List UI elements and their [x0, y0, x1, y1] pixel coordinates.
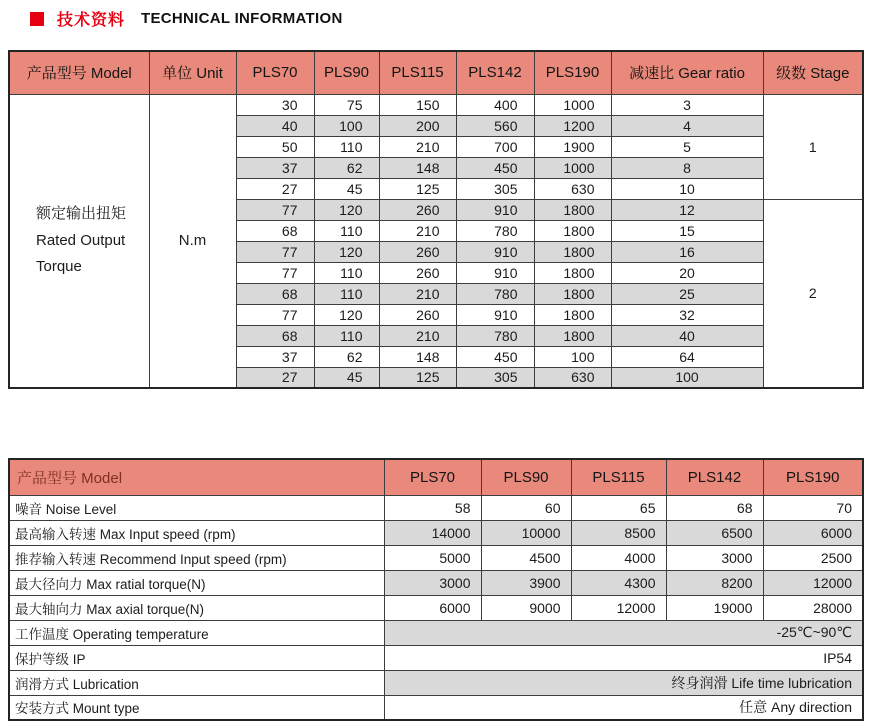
- torque-value-cell: 75: [314, 94, 379, 115]
- gear-ratio-cell: 10: [611, 178, 763, 199]
- torque-value-cell: 260: [379, 241, 456, 262]
- spec-row-label: 推荐输入转速 Recommend Input speed (rpm): [9, 545, 384, 570]
- spec-merged-value-cell: 任意 Any direction: [384, 695, 863, 720]
- spec-merged-value-cell: IP54: [384, 645, 863, 670]
- torque-value-cell: 1000: [534, 94, 611, 115]
- torque-value-cell: 1800: [534, 220, 611, 241]
- gear-ratio-cell: 15: [611, 220, 763, 241]
- torque-value-cell: 1800: [534, 199, 611, 220]
- spec-row: [9, 570, 863, 595]
- column-header: PLS90: [481, 459, 571, 495]
- torque-value-cell: 260: [379, 262, 456, 283]
- torque-value-cell: 110: [314, 136, 379, 157]
- spec-table-body: [9, 495, 863, 720]
- spec-value-cell: 12000: [763, 570, 863, 595]
- torque-value-cell: 210: [379, 220, 456, 241]
- spec-merged-value-cell: -25℃~90℃: [384, 620, 863, 645]
- spec-value-cell: 6000: [763, 520, 863, 545]
- torque-value-cell: 68: [236, 220, 314, 241]
- torque-value-cell: 210: [379, 136, 456, 157]
- spec-row-label: 最大轴向力 Max axial torque(N): [9, 595, 384, 620]
- torque-value-cell: 1000: [534, 157, 611, 178]
- torque-value-cell: 30: [236, 94, 314, 115]
- column-header: 级数 Stage: [763, 51, 863, 94]
- torque-value-cell: 450: [456, 346, 534, 367]
- spec-row-label: 安装方式 Mount type: [9, 695, 384, 720]
- spec-value-cell: 19000: [666, 595, 763, 620]
- torque-value-cell: 110: [314, 220, 379, 241]
- torque-value-cell: 200: [379, 115, 456, 136]
- spec-value-cell: 14000: [384, 520, 481, 545]
- torque-value-cell: 400: [456, 94, 534, 115]
- gear-ratio-cell: 64: [611, 346, 763, 367]
- torque-value-cell: 910: [456, 199, 534, 220]
- spec-value-cell: 6500: [666, 520, 763, 545]
- torque-value-cell: 27: [236, 178, 314, 199]
- spec-value-cell: 12000: [571, 595, 666, 620]
- spec-value-cell: 3000: [384, 570, 481, 595]
- row-group-label-line: Torque: [36, 257, 82, 275]
- column-header: PLS115: [571, 459, 666, 495]
- spec-value-cell: 65: [571, 495, 666, 520]
- torque-value-cell: 45: [314, 367, 379, 388]
- torque-value-cell: 260: [379, 304, 456, 325]
- torque-value-cell: 148: [379, 346, 456, 367]
- torque-value-cell: 260: [379, 199, 456, 220]
- torque-value-cell: 210: [379, 325, 456, 346]
- torque-value-cell: 45: [314, 178, 379, 199]
- torque-value-cell: 210: [379, 283, 456, 304]
- torque-value-cell: 100: [534, 346, 611, 367]
- column-header: PLS70: [384, 459, 481, 495]
- spec-row: [9, 545, 863, 570]
- torque-value-cell: 1800: [534, 262, 611, 283]
- torque-value-cell: 68: [236, 283, 314, 304]
- torque-value-cell: 37: [236, 346, 314, 367]
- torque-value-cell: 120: [314, 304, 379, 325]
- page-title: [30, 7, 343, 30]
- spec-value-cell: 4300: [571, 570, 666, 595]
- spec-value-cell: 3000: [666, 545, 763, 570]
- torque-value-cell: 120: [314, 199, 379, 220]
- column-header: PLS115: [379, 51, 456, 94]
- spec-row-label: 最高输入转速 Max Input speed (rpm): [9, 520, 384, 545]
- torque-value-cell: 1200: [534, 115, 611, 136]
- spec-value-cell: 60: [481, 495, 571, 520]
- torque-value-cell: 780: [456, 220, 534, 241]
- spec-table-header: [9, 459, 863, 495]
- torque-value-cell: 305: [456, 367, 534, 388]
- torque-value-cell: 450: [456, 157, 534, 178]
- torque-value-cell: 110: [314, 283, 379, 304]
- torque-value-cell: 1900: [534, 136, 611, 157]
- torque-value-cell: 37: [236, 157, 314, 178]
- spec-row-label: 最大径向力 Max ratial torque(N): [9, 570, 384, 595]
- torque-value-cell: 110: [314, 262, 379, 283]
- gear-ratio-cell: 8: [611, 157, 763, 178]
- torque-value-cell: 630: [534, 178, 611, 199]
- torque-value-cell: 700: [456, 136, 534, 157]
- gear-ratio-cell: 40: [611, 325, 763, 346]
- gear-ratio-cell: 25: [611, 283, 763, 304]
- column-header: PLS190: [763, 459, 863, 495]
- spec-row: [9, 670, 863, 695]
- spec-row-label: 噪音 Noise Level: [9, 495, 384, 520]
- spec-row: [9, 520, 863, 545]
- torque-value-cell: 780: [456, 325, 534, 346]
- torque-value-cell: 125: [379, 178, 456, 199]
- column-header: PLS70: [236, 51, 314, 94]
- torque-value-cell: 1800: [534, 283, 611, 304]
- spec-merged-value-cell: 终身润滑 Life time lubrication: [384, 670, 863, 695]
- torque-value-cell: 62: [314, 157, 379, 178]
- torque-value-cell: 27: [236, 367, 314, 388]
- page-title-zh: 技术资料: [57, 12, 126, 29]
- column-header: PLS142: [666, 459, 763, 495]
- torque-value-cell: 910: [456, 262, 534, 283]
- specifications-table: [8, 458, 864, 721]
- spec-row-label: 工作温度 Operating temperature: [9, 620, 384, 645]
- spec-value-cell: 58: [384, 495, 481, 520]
- spec-row: [9, 695, 863, 720]
- spec-row-label: 保护等级 IP: [9, 645, 384, 670]
- gear-ratio-cell: 5: [611, 136, 763, 157]
- gear-ratio-cell: 16: [611, 241, 763, 262]
- gear-ratio-cell: 32: [611, 304, 763, 325]
- gear-ratio-cell: 100: [611, 367, 763, 388]
- page-title-en: TECHNICAL INFORMATION: [141, 10, 343, 27]
- row-group-label-line: 额定输出扭矩: [36, 205, 127, 223]
- torque-value-cell: 120: [314, 241, 379, 262]
- torque-value-cell: 1800: [534, 304, 611, 325]
- torque-value-cell: 910: [456, 304, 534, 325]
- spec-value-cell: 4500: [481, 545, 571, 570]
- torque-value-cell: 110: [314, 325, 379, 346]
- torque-value-cell: 1800: [534, 241, 611, 262]
- torque-value-cell: 305: [456, 178, 534, 199]
- spec-value-cell: 10000: [481, 520, 571, 545]
- row-group-label-line: Rated Output: [36, 231, 126, 249]
- spec-row: [9, 645, 863, 670]
- torque-value-cell: 148: [379, 157, 456, 178]
- torque-value-cell: 77: [236, 262, 314, 283]
- red-square-icon: [30, 12, 44, 26]
- torque-value-cell: 68: [236, 325, 314, 346]
- torque-value-cell: 77: [236, 304, 314, 325]
- torque-value-cell: 150: [379, 94, 456, 115]
- column-header: 减速比 Gear ratio: [611, 51, 763, 94]
- torque-value-cell: 50: [236, 136, 314, 157]
- torque-table-header: [9, 51, 863, 94]
- spec-row: [9, 620, 863, 645]
- spec-value-cell: 2500: [763, 545, 863, 570]
- column-header: 单位 Unit: [149, 51, 236, 94]
- spec-value-cell: 3900: [481, 570, 571, 595]
- spec-value-cell: 6000: [384, 595, 481, 620]
- spec-row: [9, 495, 863, 520]
- unit-cell: N.m: [149, 94, 236, 388]
- spec-value-cell: 4000: [571, 545, 666, 570]
- torque-value-cell: 1800: [534, 325, 611, 346]
- spec-value-cell: 5000: [384, 545, 481, 570]
- column-header: PLS90: [314, 51, 379, 94]
- torque-value-cell: 560: [456, 115, 534, 136]
- torque-value-cell: 100: [314, 115, 379, 136]
- torque-value-cell: 630: [534, 367, 611, 388]
- torque-value-cell: 77: [236, 241, 314, 262]
- torque-value-cell: 40: [236, 115, 314, 136]
- row-group-label: [9, 94, 149, 388]
- column-header: 产品型号 Model: [9, 51, 149, 94]
- spec-header-row: [9, 459, 863, 495]
- torque-value-cell: 125: [379, 367, 456, 388]
- torque-row: [9, 94, 863, 115]
- torque-value-cell: 77: [236, 199, 314, 220]
- torque-header-row: [9, 51, 863, 94]
- spec-value-cell: 70: [763, 495, 863, 520]
- column-header: PLS142: [456, 51, 534, 94]
- torque-table-body: [9, 94, 863, 388]
- gear-ratio-cell: 12: [611, 199, 763, 220]
- gear-ratio-cell: 20: [611, 262, 763, 283]
- spec-value-cell: 28000: [763, 595, 863, 620]
- spec-value-cell: 9000: [481, 595, 571, 620]
- torque-value-cell: 780: [456, 283, 534, 304]
- spec-row: [9, 595, 863, 620]
- stage-cell: 1: [763, 94, 863, 199]
- gear-ratio-cell: 3: [611, 94, 763, 115]
- spec-value-cell: 8200: [666, 570, 763, 595]
- gear-ratio-cell: 4: [611, 115, 763, 136]
- stage-cell: 2: [763, 199, 863, 388]
- spec-row-label: 润滑方式 Lubrication: [9, 670, 384, 695]
- spec-header-label: 产品型号 Model: [9, 459, 384, 495]
- torque-value-cell: 62: [314, 346, 379, 367]
- column-header: PLS190: [534, 51, 611, 94]
- rated-output-torque-table: [8, 50, 864, 389]
- spec-value-cell: 68: [666, 495, 763, 520]
- spec-value-cell: 8500: [571, 520, 666, 545]
- torque-value-cell: 910: [456, 241, 534, 262]
